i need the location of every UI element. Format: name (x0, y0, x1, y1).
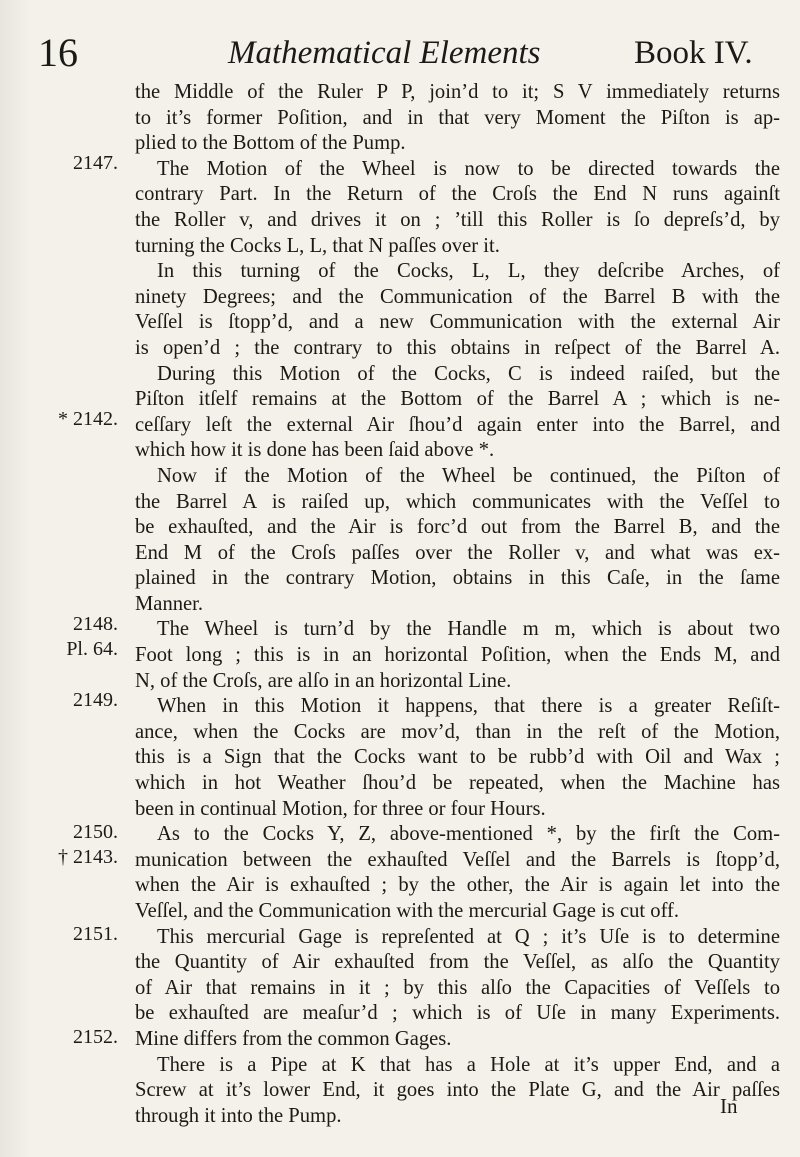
text-line: In this turning of the Cocks, L, L, they deſcribe Arches, of (157, 260, 780, 283)
text-line: The Motion of the Wheel is now to be directed towards the (157, 157, 780, 180)
margin-note: 2148. (73, 613, 118, 635)
text-line: be exhauſted are meaſur’d ; which is of Uſe in many Experiments. (135, 1002, 780, 1025)
text-line: ance, when the Cocks are mov’d, than in the reſt of the Motion, (135, 720, 780, 743)
text-line: Piſton itſelf remains at the Bottom of the Barrel A ; which is ne- (135, 388, 780, 411)
text-line: End M of the Croſs paſſes over the Roller v, and what was ex- (135, 541, 780, 564)
text-line: This mercurial Gage is repreſented at Q ; it’s Uſe is to determine (157, 925, 780, 948)
text-line: ceſſary leſt the external Air ſhou’d again enter into the Barrel, and (135, 413, 780, 436)
text-line: N, of the Croſs, are alſo in an horizontal Line. (135, 669, 512, 692)
text-line: this is a Sign that the Cocks want to be rubb’d with Oil and Wax ; (135, 746, 780, 769)
text-line: the Quantity of Air exhauſted from the Veſſel, as alſo the Quantity (135, 951, 780, 974)
text-line: Veſſel is ſtopp’d, and a new Communication with the external Air (135, 311, 780, 334)
running-title: Mathematical Elements (228, 35, 541, 71)
text-line: be exhauſted, and the Air is forc’d out from the Barrel B, and the (135, 516, 780, 539)
text-line: which in hot Weather ſhou’d be repeated, when the Machine has (135, 772, 780, 795)
text-line: contrary Part. In the Return of the Croſs the End N runs againſt (135, 183, 780, 206)
text-line: Veſſel, and the Communication with the mercurial Gage is cut off. (135, 900, 680, 922)
margin-note: 2152. (73, 1026, 118, 1048)
text-line: During this Motion of the Cocks, C is indeed raiſed, but the (157, 362, 780, 385)
page-number: 16 (38, 30, 78, 75)
text-line: through it into the Pump. (135, 1104, 342, 1127)
text-line: munication between the exhauſted Veſſel and the Barrels is ſtopp’d, (135, 848, 780, 871)
text-line: which how it is done has been ſaid above *. (135, 439, 495, 462)
text-line: been in continual Motion, for three or four Hours. (135, 797, 546, 820)
text-line: turning the Cocks L, L, that N paſſes over it. (135, 234, 500, 257)
text-line: There is a Pipe at K that has a Hole at it’s upper End, and a (157, 1053, 780, 1076)
text-line: the Middle of the Ruler P P, join’d to it; S V immediately returns (135, 81, 780, 103)
text-line: The Wheel is turn’d by the Handle m m, which is about two (157, 618, 780, 641)
text-line: Now if the Motion of the Wheel be continued, the Piſton of (157, 464, 780, 487)
margin-note: 2151. (73, 923, 118, 945)
body-text (135, 80, 780, 1129)
margin-note: 2150. (73, 821, 118, 843)
text-line: the Barrel A is raiſed up, which communicates with the Veſſel to (135, 490, 780, 513)
text-line: is open’d ; the contrary to this obtains in reſpect of the Barrel A. (135, 336, 780, 359)
margin-note: Pl. 64. (66, 638, 118, 660)
text-line: Mine differs from the common Gages. (135, 1027, 452, 1050)
text-line: plied to the Bottom of the Pump. (135, 132, 406, 155)
text-line: the Roller v, and drives it on ; ’till this Roller is ſo depreſs’d, by (135, 208, 780, 231)
text-line: ninety Degrees; and the Communication of the Barrel B with the (135, 285, 780, 308)
margin-note: 2147. (73, 152, 118, 174)
text-line: to it’s former Poſition, and in that very Moment the Piſton is ap- (135, 106, 780, 129)
book-label: Book IV. (634, 35, 753, 71)
text-line: when the Air is exhauſted ; by the other, the Air is again let into the (135, 874, 780, 897)
catchword: In (720, 1094, 738, 1118)
text-line: When in this Motion it happens, that there is a greater Reſiſt- (157, 695, 780, 718)
text-line: Manner. (135, 592, 204, 615)
margin-note: 2149. (73, 689, 118, 711)
margin-note: * 2142. (58, 408, 118, 430)
text-line: of Air that remains in it ; by this alſo the Capacities of Veſſels to (135, 976, 780, 999)
text-line: plained in the contrary Motion, obtains in this Caſe, in the ſame (135, 567, 780, 590)
margin-note: † 2143. (58, 846, 118, 868)
text-line: As to the Cocks Y, Z, above-mentioned *, by the firſt the Com- (157, 823, 780, 846)
text-line: Foot long ; this is in an horizontal Poſition, when the Ends M, and (135, 644, 780, 667)
text-line: Screw at it’s lower End, it goes into the Plate G, and the Air paſſes (135, 1079, 780, 1102)
